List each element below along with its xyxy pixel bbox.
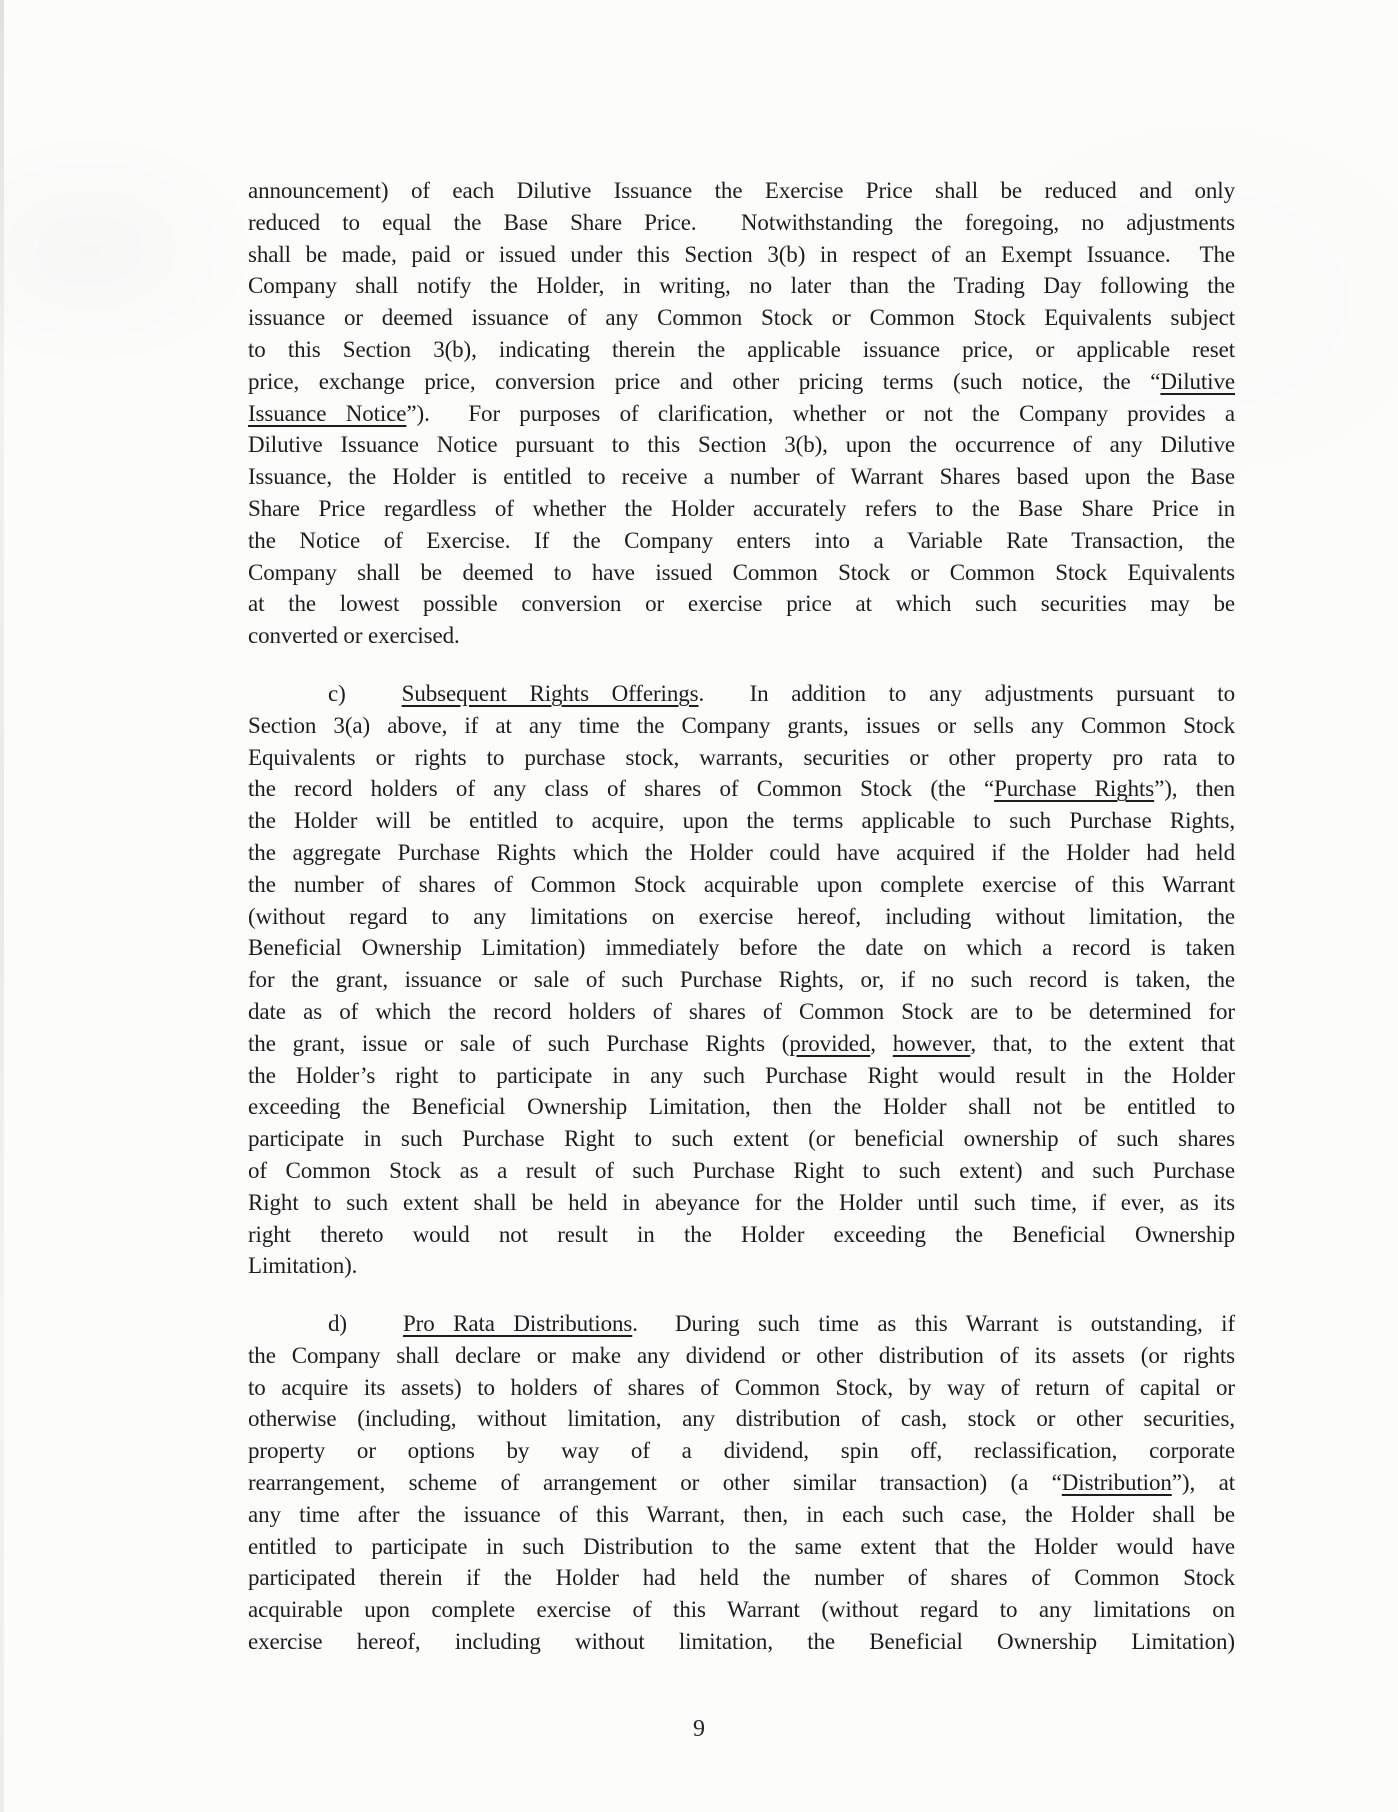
text-line [248,1187,1235,1219]
text-line [248,207,1235,239]
text-line [248,1499,1235,1531]
text-segment: ”), then [1154,776,1235,802]
text-line [248,366,1235,398]
text-line [248,493,1235,525]
text-line [248,678,1235,710]
text-line [248,1250,1235,1282]
text-line [248,1060,1235,1092]
text-line [248,1531,1235,1563]
text-line [248,1562,1235,1594]
text-line [248,1308,1235,1340]
underlined-term: Pro Rata Distributions [402,1311,633,1337]
text-segment: entitled to participate in such Distribution to the same extent that the Holder would have [248,1533,1235,1559]
text-line [248,742,1235,774]
text-line [248,1091,1235,1123]
text-segment: right thereto would not result in the Holder exceeding the Beneficial Ownership [248,1221,1235,1247]
text-segment: Issuance, the Holder is entitled to receive a number of Warrant Shares based upon the Base [248,464,1235,490]
underlined-term: Issuance Notice [248,400,407,426]
text-segment: the number of shares of Common Stock acquirable upon complete exercise of this Warrant [248,871,1235,897]
text-segment: rearrangement, scheme of arrangement or other similar transaction) (a “ [248,1470,1062,1496]
text-line [248,525,1235,557]
text-segment: Equivalents or rights to purchase stock, warrants, securities or other property pro rata to [248,744,1235,770]
text-segment: Right to such extent shall be held in abeyance for the Holder until such time, if ever, as its [248,1189,1235,1215]
text-line [248,1403,1235,1435]
text-line [248,429,1235,461]
text-segment: Company shall be deemed to have issued Common Stock or Common Stock Equivalents [248,559,1235,585]
page-number: 9 [693,1716,705,1742]
paragraph-pro-rata-distributions [248,1308,1235,1658]
text-segment: otherwise (including, without limitation, any distribution of cash, stock or other securities, [248,1406,1235,1432]
paragraph-dilutive-issuance-continuation [248,175,1235,652]
text-line [248,461,1235,493]
text-line [248,1123,1235,1155]
scan-edge-artifact [0,0,4,1812]
underlined-term: Distribution [1061,1470,1172,1496]
text-line [248,996,1235,1028]
text-segment: ”). For purposes of clarification, whether or not the Company provides a [406,400,1235,426]
text-segment: (without regard to any limitations on exercise hereof, including without limitation, the [248,903,1235,929]
text-line [248,1372,1235,1404]
text-line [248,1467,1235,1499]
text-line [248,302,1235,334]
text-segment: participated therein if the Holder had held the number of shares of Common Stock [248,1565,1235,1591]
text-line [248,1219,1235,1251]
text-segment: exercise hereof, including without limitation, the Beneficial Ownership Limitation) [248,1629,1235,1655]
text-line [248,1594,1235,1626]
text-line [248,869,1235,901]
underlined-term: Subsequent Rights Offerings [401,680,699,706]
text-segment: at the lowest possible conversion or exercise price at which such securities may be [248,591,1235,617]
text-segment: the grant, issue or sale of such Purchase Rights ( [248,1030,790,1056]
text-segment: the Company shall declare or make any dividend or other distribution of its assets (or rights [248,1342,1235,1368]
text-segment: acquirable upon complete exercise of this Warrant (without regard to any limitations on [248,1597,1235,1623]
text-line [248,398,1235,430]
text-segment: reduced to equal the Base Share Price. Notwithstanding the foregoing, no adjustments [248,209,1235,235]
text-segment: the aggregate Purchase Rights which the Holder could have acquired if the Holder had held [248,839,1235,865]
text-line [248,270,1235,302]
text-line [248,932,1235,964]
text-segment: , that, to the extent that [970,1030,1235,1056]
text-segment: converted or exercised. [248,623,460,649]
text-line [248,239,1235,271]
text-segment: Beneficial Ownership Limitation) immediately before the date on which a record is taken [248,935,1235,961]
text-line [248,588,1235,620]
text-line [248,964,1235,996]
text-segment: to this Section 3(b), indicating therein the applicable issuance price, or applicable reset [248,336,1235,362]
text-line [248,901,1235,933]
text-segment: Company shall notify the Holder, in writing, no later than the Trading Day following the [248,273,1235,299]
page-text [248,175,1235,1658]
text-line [248,805,1235,837]
text-segment: announcement) of each Dilutive Issuance the Exercise Price shall be reduced and only [248,178,1235,203]
text-line [248,710,1235,742]
text-segment: to acquire its assets) to holders of shares of Common Stock, by way of return of capital or [248,1374,1235,1400]
text-segment: exceeding the Beneficial Ownership Limitation, then the Holder shall not be entitled to [248,1094,1235,1120]
text-segment: any time after the issuance of this Warrant, then, in each such case, the Holder shall be [248,1501,1235,1527]
text-segment: property or options by way of a dividend, spin off, reclassification, corporate [248,1438,1235,1464]
text-line [248,620,1235,652]
text-line [248,1435,1235,1467]
text-line [248,837,1235,869]
underlined-term: Purchase Rights [994,776,1155,802]
text-segment: for the grant, issuance or sale of such Purchase Rights, or, if no such record is taken, the [248,967,1235,993]
underlined-term: provided [789,1030,871,1056]
text-line [248,334,1235,366]
text-segment: Section 3(a) above, if at any time the Company grants, issues or sells any Common Stock [248,712,1235,738]
text-segment: participate in such Purchase Right to such extent (or beneficial ownership of such shares [248,1126,1235,1152]
text-line [248,175,1235,207]
text-segment: Limitation). [248,1253,358,1279]
text-segment: shall be made, paid or issued under this Section 3(b) in respect of an Exempt Issuance. The [248,241,1235,267]
text-segment: c) [328,680,346,706]
text-segment: issuance or deemed issuance of any Common Stock or Common Stock Equivalents subject [248,305,1235,331]
text-segment: price, exchange price, conversion price and other pricing terms (such notice, the “ [248,368,1161,394]
text-segment: date as of which the record holders of shares of Common Stock are to be determined for [248,998,1235,1024]
text-segment: the Holder will be entitled to acquire, upon the terms applicable to such Purchase Rights, [248,808,1235,834]
text-segment: the Holder’s right to participate in any such Purchase Right would result in the Holder [248,1062,1235,1088]
underlined-term: however [892,1030,971,1056]
text-line [248,557,1235,589]
text-segment: Share Price regardless of whether the Holder accurately refers to the Base Share Price in [248,495,1235,521]
text-segment: Dilutive Issuance Notice pursuant to this Section 3(b), upon the occurrence of any Dilutive [248,432,1235,458]
text-line [248,1155,1235,1187]
text-line [248,1340,1235,1372]
text-segment: the Notice of Exercise. If the Company enters into a Variable Rate Transaction, the [248,527,1235,553]
text-segment: . In addition to any adjustments pursuant to [698,680,1235,706]
paragraph-subsequent-rights-offerings [248,678,1235,1282]
text-line [248,1028,1235,1060]
text-segment: . During such time as this Warrant is outstanding, if [632,1311,1235,1337]
text-segment: of Common Stock as a result of such Purchase Right to such extent) and such Purchase [248,1157,1235,1183]
text-segment: , [870,1030,893,1056]
text-line [248,1626,1235,1658]
text-segment: the record holders of any class of shares of Common Stock (the “ [248,776,995,802]
underlined-term: Dilutive [1160,368,1235,394]
text-segment: ”), at [1171,1470,1235,1496]
text-line [248,773,1235,805]
text-segment: d) [328,1311,347,1337]
